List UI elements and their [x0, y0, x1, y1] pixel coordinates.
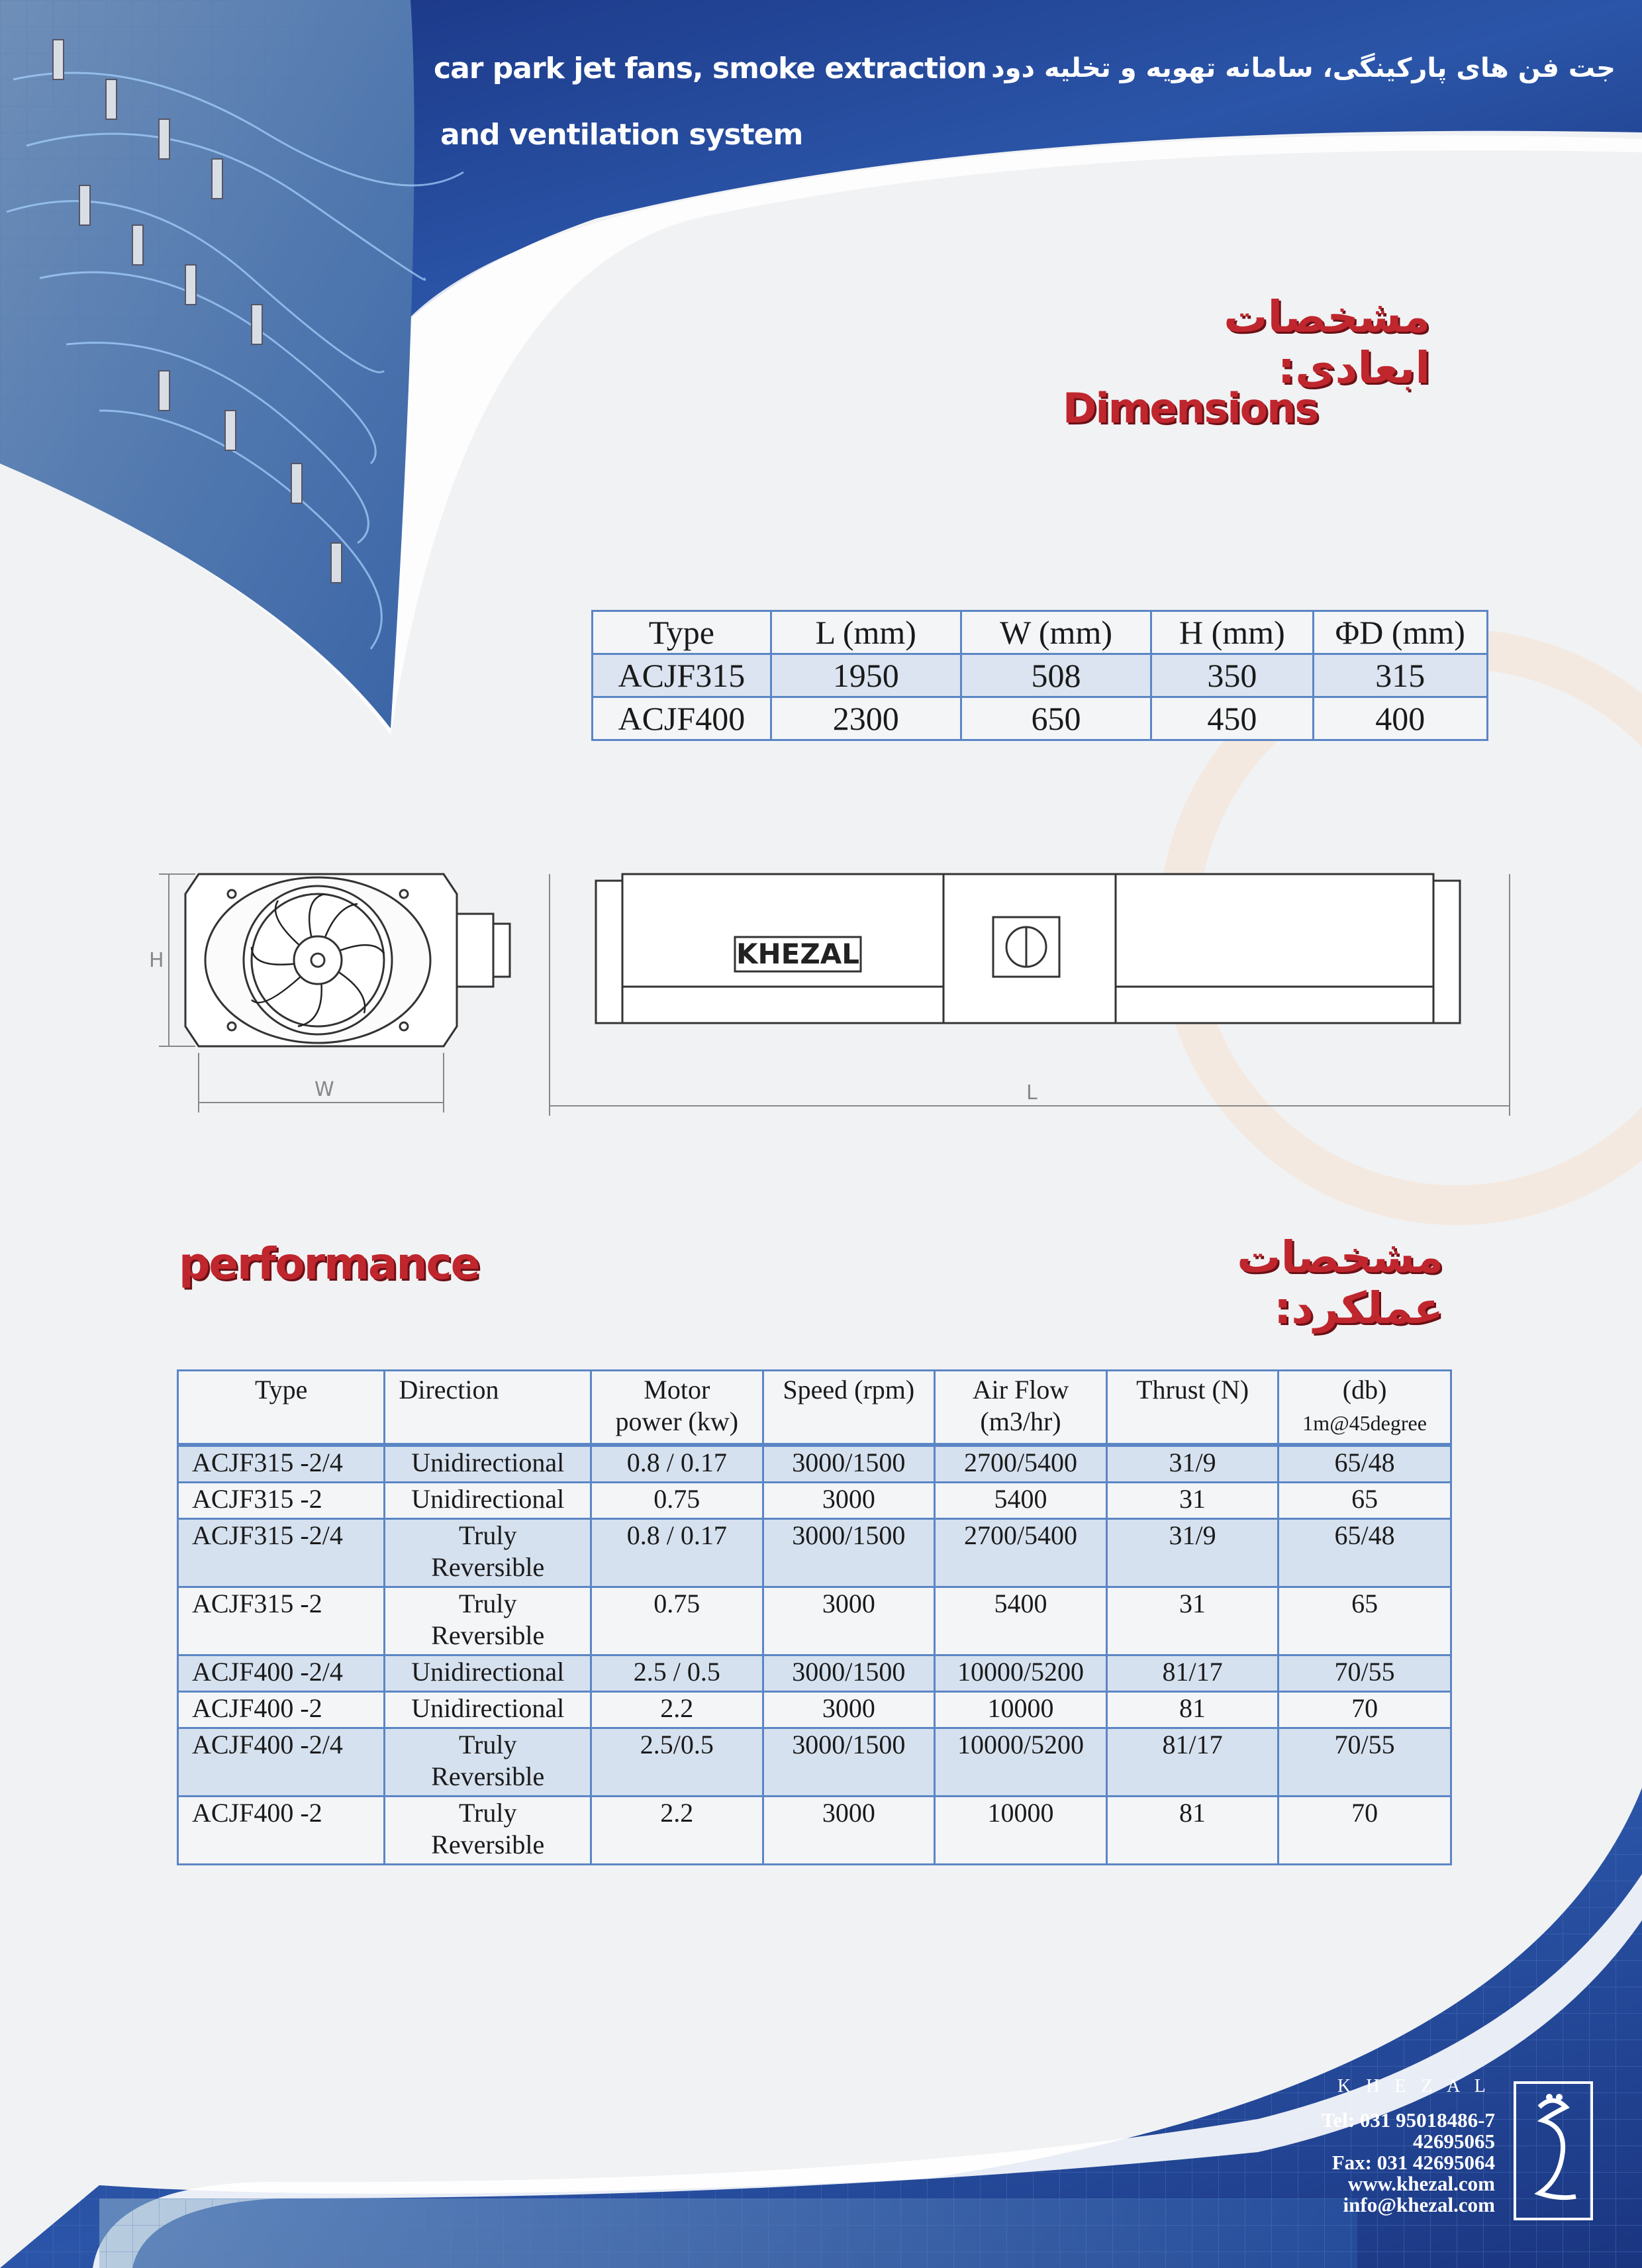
perf-cell-speed: 3000 [763, 1797, 935, 1865]
perf-cell-motor: 2.2 [591, 1692, 763, 1728]
footer-brand: K H E Z A L [1337, 2076, 1491, 2096]
perf-cell-db: 70/55 [1279, 1728, 1451, 1797]
perf-cell-speed: 3000/1500 [763, 1519, 935, 1587]
perf-cell-dir-line1: Unidirectional [411, 1484, 565, 1514]
perf-cell-dir-line2: Reversible [431, 1552, 545, 1582]
perf-cell-type: ACJF400 -2/4 [178, 1655, 385, 1692]
perf-cell-airflow: 10000/5200 [935, 1655, 1107, 1692]
perf-cell-dir-line1: Truly [459, 1589, 517, 1618]
table-cell: 2300 [771, 697, 961, 740]
perf-header-db-line1: (db) [1342, 1375, 1387, 1405]
label-h: H [149, 949, 164, 972]
table-row [178, 1445, 1451, 1483]
table-row [178, 1483, 1451, 1519]
performance-title-fa: مشخصات عملکرد: [1237, 1232, 1443, 1334]
perf-cell-motor: 2.5/0.5 [591, 1728, 763, 1797]
perf-cell-db: 70 [1279, 1797, 1451, 1865]
perf-cell-type: ACJF315 -2/4 [178, 1519, 385, 1587]
header-title-fa: جت فن های پارکینگی، سامانه تهویه و تخلیه دود [991, 53, 1616, 83]
perf-cell-thrust: 81/17 [1106, 1728, 1278, 1797]
perf-cell-dir-line1: Unidirectional [411, 1657, 565, 1687]
table-row [178, 1655, 1451, 1692]
perf-header-airflow-line1: Air Flow [972, 1375, 1069, 1405]
perf-cell-dir [385, 1797, 591, 1865]
performance-table [177, 1369, 1452, 1865]
perf-cell-airflow: 2700/5400 [935, 1519, 1107, 1587]
perf-cell-thrust: 31 [1106, 1483, 1278, 1519]
perf-cell-db: 70 [1279, 1692, 1451, 1728]
perf-cell-speed: 3000/1500 [763, 1445, 935, 1483]
perf-header-airflow-line2: (m3/hr) [980, 1406, 1061, 1436]
perf-cell-db: 65 [1279, 1483, 1451, 1519]
perf-cell-db: 70/55 [1279, 1655, 1451, 1692]
footer-fax: Fax: 031 42695064 [1331, 2151, 1495, 2174]
perf-cell-type: ACJF315 -2 [178, 1587, 385, 1655]
perf-header-type: Type [178, 1371, 385, 1446]
dims-header-type: Type [593, 611, 771, 654]
perf-cell-speed: 3000/1500 [763, 1728, 935, 1797]
perf-cell-type: ACJF400 -2/4 [178, 1728, 385, 1797]
perf-cell-dir-line1: Truly [459, 1798, 517, 1828]
perf-cell-motor: 2.2 [591, 1797, 763, 1865]
perf-cell-dir [385, 1519, 591, 1587]
perf-cell-speed: 3000 [763, 1587, 935, 1655]
perf-cell-airflow: 5400 [935, 1483, 1107, 1519]
dimensions-table [591, 610, 1488, 741]
perf-cell-thrust: 81/17 [1106, 1655, 1278, 1692]
perf-cell-type: ACJF400 -2 [178, 1797, 385, 1865]
dimensions-title-en: Dimensions [1063, 384, 1318, 432]
perf-header-speed: Speed (rpm) [763, 1371, 935, 1446]
perf-header-airflow [935, 1371, 1107, 1446]
perf-cell-dir [385, 1483, 591, 1519]
perf-cell-airflow: 2700/5400 [935, 1445, 1107, 1483]
dims-header-l: L (mm) [771, 611, 961, 654]
fan-brand-label: KHEZAL [736, 938, 860, 970]
perf-cell-airflow: 10000 [935, 1797, 1107, 1865]
perf-cell-type: ACJF315 -2/4 [178, 1445, 385, 1483]
perf-cell-thrust: 31 [1106, 1587, 1278, 1655]
perf-cell-dir-line1: Truly [459, 1520, 517, 1550]
perf-header-db-line2: 1m@45degree [1302, 1411, 1427, 1435]
header-title-en-line1: car park jet fans, smoke extraction [434, 52, 987, 85]
footer-contact [1322, 2110, 1495, 2216]
perf-cell-dir [385, 1655, 591, 1692]
table-cell: ACJF400 [593, 697, 771, 740]
table-cell: 1950 [771, 654, 961, 697]
table-cell: 450 [1151, 697, 1313, 740]
table-cell: 650 [961, 697, 1151, 740]
perf-cell-dir [385, 1692, 591, 1728]
perf-cell-motor: 0.8 / 0.17 [591, 1519, 763, 1587]
perf-cell-thrust: 81 [1106, 1692, 1278, 1728]
dims-header-d: ΦD (mm) [1313, 611, 1487, 654]
jet-fan-drawing [132, 854, 1523, 1132]
perf-cell-thrust: 31/9 [1106, 1519, 1278, 1587]
perf-cell-speed: 3000 [763, 1483, 935, 1519]
perf-cell-type: ACJF400 -2 [178, 1692, 385, 1728]
table-row [593, 654, 1488, 697]
table-row [593, 697, 1488, 740]
perf-cell-airflow: 10000 [935, 1692, 1107, 1728]
perf-header-motor-line2: power (kw) [615, 1406, 739, 1436]
perf-cell-db: 65 [1279, 1587, 1451, 1655]
perf-header-thrust: Thrust (N) [1106, 1371, 1278, 1446]
perf-cell-speed: 3000 [763, 1692, 935, 1728]
footer-tel2: 42695065 [1413, 2130, 1495, 2153]
perf-cell-motor: 0.75 [591, 1587, 763, 1655]
table-row [178, 1692, 1451, 1728]
perf-cell-db: 65/48 [1279, 1519, 1451, 1587]
performance-title-en: performance [179, 1238, 479, 1289]
label-l: L [1026, 1081, 1038, 1105]
perf-cell-dir-line2: Reversible [431, 1761, 545, 1791]
perf-header-db [1279, 1371, 1451, 1446]
perf-cell-dir [385, 1728, 591, 1797]
perf-header-motor [591, 1371, 763, 1446]
perf-cell-speed: 3000/1500 [763, 1655, 935, 1692]
footer-web[interactable]: www.khezal.com [1347, 2172, 1495, 2195]
table-cell: 350 [1151, 654, 1313, 697]
dimensions-title-fa: مشخصات ابعادی: [1224, 291, 1430, 393]
perf-header-direction: Direction [385, 1371, 591, 1446]
table-row [178, 1519, 1451, 1587]
footer-email[interactable]: info@khezal.com [1343, 2193, 1495, 2216]
table-row [178, 1728, 1451, 1797]
table-row [178, 1797, 1451, 1865]
perf-cell-dir-line2: Reversible [431, 1620, 545, 1650]
table-cell: 400 [1313, 697, 1487, 740]
perf-cell-motor: 0.8 / 0.17 [591, 1445, 763, 1483]
table-row [178, 1587, 1451, 1655]
dims-header-h: H (mm) [1151, 611, 1313, 654]
khezal-logo-icon [1513, 2081, 1594, 2221]
perf-cell-dir-line1: Truly [459, 1730, 517, 1759]
perf-cell-dir-line1: Unidirectional [411, 1448, 565, 1477]
perf-cell-motor: 2.5 / 0.5 [591, 1655, 763, 1692]
perf-header-motor-line1: Motor [644, 1375, 710, 1405]
perf-cell-dir [385, 1587, 591, 1655]
perf-cell-type: ACJF315 -2 [178, 1483, 385, 1519]
perf-cell-thrust: 31/9 [1106, 1445, 1278, 1483]
dims-header-w: W (mm) [961, 611, 1151, 654]
perf-cell-dir-line2: Reversible [431, 1830, 545, 1859]
header-title-en-line2: and ventilation system [440, 118, 803, 152]
perf-cell-airflow: 10000/5200 [935, 1728, 1107, 1797]
footer-tel: Tel: 031 95018486-7 [1321, 2108, 1495, 2132]
perf-cell-dir [385, 1445, 591, 1483]
table-cell: 315 [1313, 654, 1487, 697]
table-cell: 508 [961, 654, 1151, 697]
perf-cell-dir-line1: Unidirectional [411, 1693, 565, 1723]
perf-cell-motor: 0.75 [591, 1483, 763, 1519]
label-w: W [314, 1078, 334, 1101]
perf-cell-airflow: 5400 [935, 1587, 1107, 1655]
table-cell: ACJF315 [593, 654, 771, 697]
perf-cell-db: 65/48 [1279, 1445, 1451, 1483]
perf-cell-thrust: 81 [1106, 1797, 1278, 1865]
